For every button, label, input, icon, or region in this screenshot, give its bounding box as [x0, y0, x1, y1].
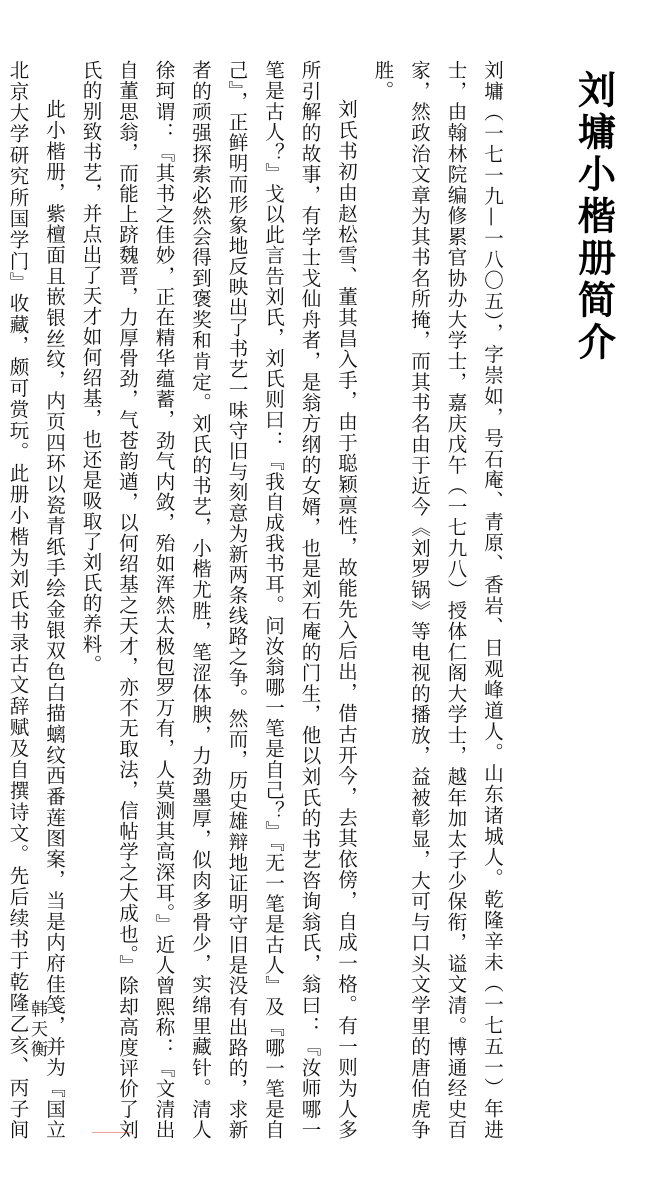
document-title: 刘墉小楷册简介	[571, 70, 616, 364]
red-stamp-trace	[92, 1120, 132, 1133]
paragraph-1: 刘墉（一七一九—一八〇五），字崇如，号石庵、青原、香岩、日观峰道人。山东诸城人。乾隆辛未（一七五一）年进士，由翰林院编修累官协办大学士，嘉庆戊午（一七九八）授体仁阁大学士，越年加太子少保衔，谥文清。博通经史百家，然政治文章为其书名所掩，而其书名由于近今《刘罗锅》等电视的播放，益被彰显，大可与口头文学里的唐伯虎争胜。	[371, 60, 504, 1140]
paragraph-3: 此小楷册，紫檀面且嵌银丝纹，内页四环以瓷青纸手绘金银双色白描螭纹西番莲图案，当是内府佳笺，并为『国立北京大学研究所国学门』收藏，颇可赏玩。此册小楷为刘氏书录古文辞赋及自撰诗文。先后续书于乾隆乙亥、丙子间	[6, 60, 66, 1140]
paragraph-2: 刘氏书初由赵松雪、董其昌入手，由于聪颖禀性，故能先入后出，借古开今，去其依傍，自成一格。有一则为人多所引解的故事，有学士戈仙舟者，是翁方纲的女婿，也是刘石庵的门生，他以刘氏的书艺咨询翁氏，翁曰：『汝师哪一笔是古人？』戈以此言告刘氏，刘氏则曰：『我自成我书耳。问汝翁哪一笔是自己？』『无一笔是古人』及『哪一笔是自己』，正鲜明而形象地反映出了书艺一味守旧与刻意为新两条线路之争。然而，历史雄辩地证明守旧是没有出路的，求新者的顽强探索必然会得到褒奖和肯定。刘氏的书艺，小楷尤胜，笔涩体腴，力劲墨厚，似肉多骨少，实绵里藏针。清人徐珂谓：『其书之佳妙，正在精华蕴蓄，劲气内敛，殆如浑然太极包罗万有，人莫测其高深耳。』近人曾熙称：『文清出自董思翁，而能上跻魏晋，力厚骨劲，气苍韵遒，以何绍基之天才，亦不无取法，信帖学之大成也。』除却高度评价了刘氏的别致书艺，并点出了天才如何绍基，也还是吸取了刘氏的养料。	[79, 60, 358, 1140]
author-name: 韩天衡	[27, 1000, 47, 1060]
